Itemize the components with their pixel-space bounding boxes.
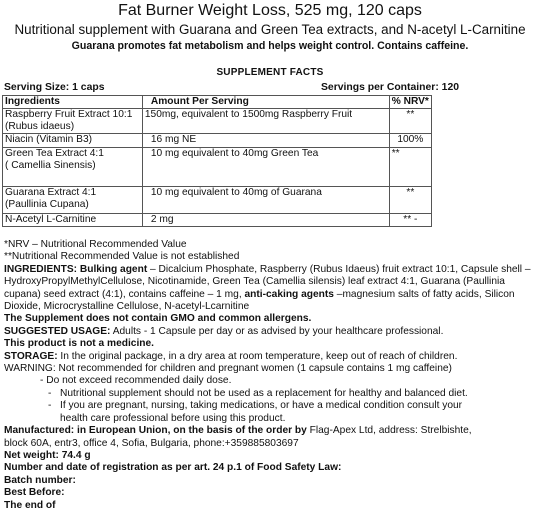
bullet-text: Nutritional supplement should not be used as a replacement for healthy and balanced diet. — [60, 387, 468, 399]
net-weight: Net weight: 74.4 g — [4, 449, 91, 461]
warning-paragraph — [4, 363, 538, 375]
bullet-mark: - — [48, 400, 52, 412]
anticaking-label: anti-caking agents — [244, 288, 334, 300]
warning-text: Not recommended for children and pregnant women (1 capsule contains 1 mg caffeine) — [55, 363, 452, 375]
manufactured-paragraph — [4, 425, 538, 450]
supplement-facts-table — [2, 95, 432, 227]
warning-sub: - Do not exceed recommended daily dose. — [40, 375, 232, 387]
table-row — [3, 109, 432, 134]
table-header-row — [3, 96, 432, 109]
bulking-agent-label: Bulking agent — [79, 263, 148, 275]
column-header-nrv: % NRV* — [389, 96, 431, 109]
nrv-cell: 100% — [389, 134, 431, 148]
amount-cell: 10 mg equivalent to 40mg Green Tea — [142, 148, 389, 187]
ingredient-cell: Green Tea Extract 4:1 ( Camellia Sinensis) — [3, 148, 143, 187]
usage-paragraph — [4, 326, 538, 338]
list-item — [4, 400, 538, 425]
manufactured-text: Flag-Apex Ltd, address: Strelbishte, block 60A, entr3, office 4, Sofia, Bulgaria, phone:+359885803697 — [4, 425, 472, 449]
table-row — [3, 134, 432, 148]
amount-cell: 10 mg equivalent to 40mg of Guarana — [142, 187, 389, 214]
nrv-cell: ** — [389, 148, 431, 187]
storage-text: In the original package, in a dry area at room temperature, keep out of reach of children. — [57, 350, 458, 362]
manufactured-label: Manufactured: in European Union, on the basis of the order by — [4, 425, 307, 437]
product-tagline: Guarana promotes fat metabolism and helps weight control. Contains caffeine. — [71, 40, 469, 52]
table-row — [3, 187, 432, 214]
ingredient-cell: N-Acetyl L-Carnitine — [3, 214, 143, 227]
warning-label: WARNING: — [4, 363, 56, 375]
nrv-cell: ** — [389, 109, 431, 134]
amount-cell: 16 mg NE — [142, 134, 389, 148]
column-header-amount: Amount Per Serving — [142, 96, 389, 109]
table-row — [3, 214, 432, 227]
medicine-statement: This product is not a medicine. — [4, 338, 155, 350]
servings-per-container: Servings per Container: 120 — [321, 82, 460, 93]
storage-paragraph — [4, 351, 538, 363]
usage-label: SUGGESTED USAGE: — [4, 325, 111, 337]
column-header-ingredients: Ingredients — [3, 96, 143, 109]
supplement-facts-heading: SUPPLEMENT FACTS — [216, 67, 324, 78]
usage-text: Adults - 1 Capsule per day or as advised by your healthcare professional. — [110, 325, 444, 337]
serving-size: Serving Size: 1 caps — [4, 82, 105, 93]
amount-cell: 150mg, equivalent to 1500mg Raspberry Fruit — [142, 109, 389, 134]
nrv-note-2: **Nutritional Recommended Value is not established — [4, 251, 240, 263]
nrv-cell: ** — [389, 187, 431, 214]
gmo-statement: The Supplement does not contain GMO and common allergens. — [4, 313, 312, 325]
bullet-mark: - — [48, 387, 52, 399]
nrv-note: *NRV – Nutritional Recommended Value — [4, 239, 187, 250]
ingredient-cell: Raspberry Fruit Extract 10:1 (Rubus idaeus) — [3, 109, 143, 134]
best-before: Best Before: — [4, 487, 65, 499]
ingredients-label: INGREDIENTS: — [4, 263, 78, 275]
label-body-text — [4, 239, 538, 512]
table-row — [3, 148, 432, 187]
end-of-line: The end of — [4, 499, 56, 511]
ingredient-cell: Niacin (Vitamin B3) — [3, 134, 143, 148]
product-subtitle: Nutritional supplement with Guarana and Green Tea extracts, and N-acetyl L-Carnitine — [14, 22, 526, 37]
ingredient-cell: Guarana Extract 4:1 (Paullinia Cupana) — [3, 187, 143, 214]
ingredients-text-2: –magnesium salts of fatty acids, Silicon Dioxide, Microcrystalline Cellulose, N-acetyl-Lcarnitine — [4, 288, 515, 313]
amount-cell: 2 mg — [142, 214, 389, 227]
nrv-cell: ** - — [389, 214, 431, 227]
list-item — [4, 388, 538, 400]
registration-line: Number and date of registration as per art. 24 p.1 of Food Safety Law: — [4, 462, 342, 474]
bullet-text: If you are pregnant, nursing, taking medications, or have a medical condition consult your health care professional before using this product. — [60, 400, 463, 424]
batch-number: Batch number: — [4, 474, 76, 486]
ingredients-paragraph — [4, 264, 538, 314]
product-title: Fat Burner Weight Loss, 525 mg, 120 caps — [118, 2, 422, 19]
ingredients-text: – Dicalcium Phosphate, Raspberry (Rubus Idaeus) fruit extract 10:1, Capsule shell – HydroxyPropylMethylCellulose, Nicotinamide, Green Tea (Camellia silensis) leaf extract 4:1, Guarana (Paullinia cupana) seed extract (4:1), contains caffeine – 1 mg, — [4, 263, 531, 300]
storage-label: STORAGE: — [4, 350, 58, 362]
